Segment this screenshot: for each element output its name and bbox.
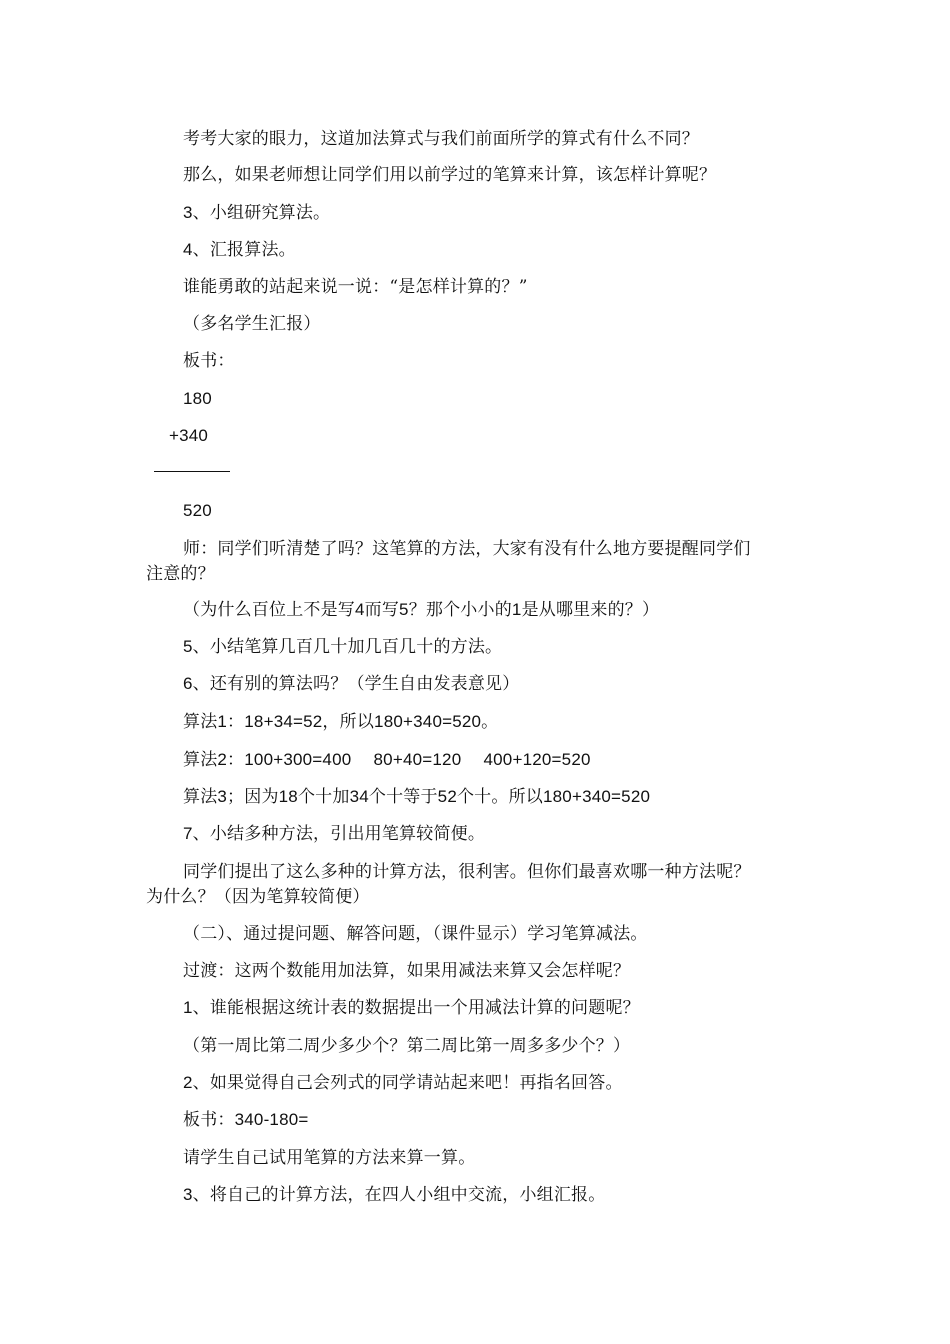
vertical-sum: 520 — [183, 501, 212, 520]
vertical-addend-2: +340 — [169, 426, 209, 445]
method-1: 算法1：18+34=52，所以180+340=520。 — [183, 712, 499, 731]
paragraph-try-written: 请学生自己试用笔算的方法来算一算。 — [183, 1148, 476, 1168]
paragraph-question-difference: 考考大家的眼力，这道加法算式与我们前面所学的算式有什么不同？ — [183, 129, 699, 149]
subtraction-step-2: 2、如果觉得自己会列式的同学请站起来吧！再指名回答。 — [183, 1073, 623, 1092]
step-5-summary: 5、小结笔算几百几十加几百几十的方法。 — [183, 637, 503, 656]
blackboard-subtraction: 板书：340-180= — [183, 1110, 309, 1129]
paragraph-teacher-question-cont: 注意的？ — [146, 564, 215, 584]
vertical-sum-rule — [154, 471, 230, 472]
paragraph-students-report: （多名学生汇报） — [183, 314, 321, 334]
method-2: 算法2：100+300=400 80+40=120 400+120=520 — [183, 750, 591, 769]
section-2-subtraction: （二）、通过提问题、解答问题，（课件显示）学习笔算减法。 — [183, 924, 648, 944]
label-blackboard: 板书： — [183, 351, 235, 371]
paragraph-transition: 过渡：这两个数能用加法算，如果用减法来算又会怎样呢？ — [183, 961, 631, 981]
paragraph-many-methods: 同学们提出了这么多种的计算方法，很利害。但你们最喜欢哪一种方法呢？ — [183, 862, 751, 882]
subtraction-step-3: 3、将自己的计算方法，在四人小组中交流，小组汇报。 — [183, 1185, 606, 1204]
paragraph-week-questions: （第一周比第二周少多少个？第二周比第一周多多少个？） — [183, 1036, 631, 1056]
step-6-other-methods: 6、还有别的算法吗？（学生自由发表意见） — [183, 674, 520, 693]
vertical-addend-1: 180 — [183, 389, 212, 408]
method-3: 算法3；因为18个十加34个十等于52个十。所以180+340=520 — [183, 787, 651, 806]
paragraph-many-methods-cont: 为什么？（因为笔算较简便） — [146, 887, 370, 907]
paragraph-teacher-question: 师：同学们听清楚了吗？这笔算的方法，大家有没有什么地方要提醒同学们 — [183, 539, 751, 559]
paragraph-carry-question: （为什么百位上不是写4而写5？那个小小的1是从哪里来的？） — [183, 600, 660, 619]
step-7-summary: 7、小结多种方法，引出用笔算较简便。 — [183, 824, 486, 843]
paragraph-written-method-question: 那么，如果老师想让同学们用以前学过的笔算来计算，该怎样计算呢？ — [183, 165, 717, 185]
step-4-report: 4、汇报算法。 — [183, 240, 296, 259]
step-3-group-study: 3、小组研究算法。 — [183, 203, 331, 222]
paragraph-who-dares: 谁能勇敢的站起来说一说：“是怎样计算的？” — [183, 277, 528, 297]
subtraction-step-1: 1、谁能根据这统计表的数据提出一个用减法计算的问题呢？ — [183, 998, 640, 1017]
